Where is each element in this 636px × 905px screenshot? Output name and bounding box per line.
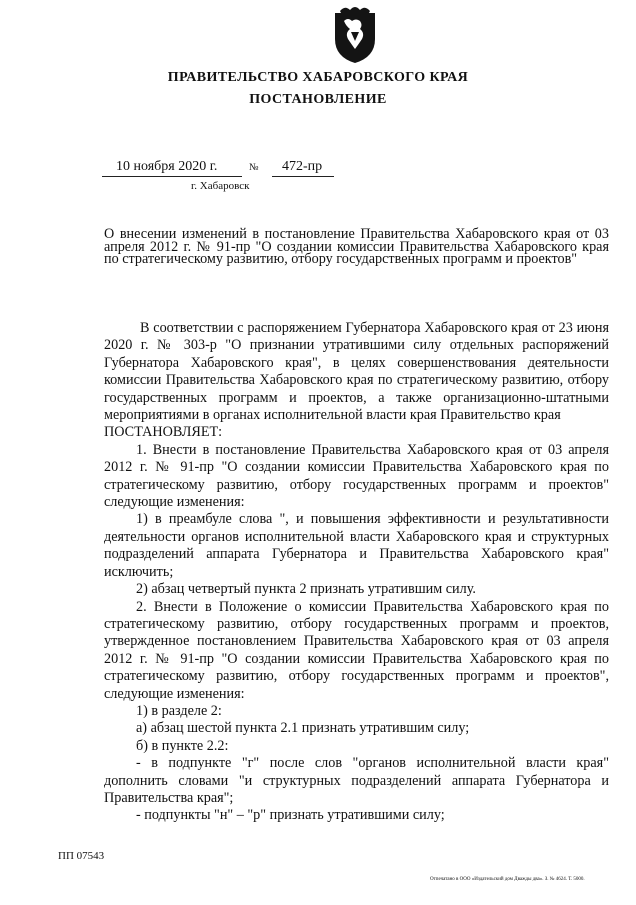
paragraph-2-item-1b-1: - в подпункте "г" после слов "органов исполнительной власти края" дополнить словами "и структурных подразделений аппарата Губернатора и Правительства края"; xyxy=(104,755,609,806)
number-sign: № xyxy=(249,162,259,173)
date-number-row xyxy=(102,159,334,179)
document-subject: О внесении изменений в постановление Правительства Хабаровского края от 03 апреля 2012 г. № 91-пр "О создании комиссии Правительства Хабаровского края по стратегическому развитию, отбору государственных программ и проектов" xyxy=(104,226,609,267)
paragraph-2-item-1: 1) в разделе 2: xyxy=(136,702,222,719)
paragraph-2: 2. Внести в Положение о комиссии Правительства Хабаровского края по стратегическому развитию, отбору государственных программ и проектов, утвержденное постановлением Правительства Хабаровского края от 03 апреля 2012 г. № 91-пр "О создании комиссии Правительства Хабаровского края по стратегическому развитию, отбору государственных программ и проектов", следующие изменения: xyxy=(104,598,609,702)
khabarovsk-coat-of-arms-icon xyxy=(330,5,380,65)
document-type-title: ПОСТАНОВЛЕНИЕ xyxy=(249,92,387,107)
paragraph-2-item-1b: б) в пункте 2.2: xyxy=(136,737,229,754)
document-body xyxy=(104,320,609,825)
preamble-paragraph: В соответствии с распоряжением Губернатора Хабаровского края от 23 июня 2020 г. № 303-р "О признании утратившими силу отдельных распоряжений Губернатора Хабаровского края", в целях совершенствования деятельности комиссии Правительства Хабаровского края по стратегическому развитию, отбору государственных программ и проектов, а также организационно-штатными мероприятиями в органах исполнительной власти края Правительство края xyxy=(104,320,609,424)
paragraph-1-item-2: 2) абзац четвертый пункта 2 признать утратившим силу. xyxy=(136,581,476,598)
government-title: ПРАВИТЕЛЬСТВО ХАБАРОВСКОГО КРАЯ xyxy=(167,70,469,85)
date-underline xyxy=(102,176,242,177)
document-city: г. Хабаровск xyxy=(191,180,250,192)
paragraph-1-item-1: 1) в преамбуле слова ", и повышения эффективности и результативности деятельности органов исполнительной власти Хабаровского края и структурных подразделений аппарата Губернатора и Правительства Хабаровского края" исключить; xyxy=(104,511,609,580)
paragraph-2-item-1b-2: - подпункты "н" – "р" признать утратившими силу; xyxy=(136,807,445,824)
paragraph-1: 1. Внести в постановление Правительства Хабаровского края от 03 апреля 2012 г. № 91-пр "О создании комиссии Правительства Хабаровского края по стратегическому развитию, отбору государственных программ и проектов" следующие изменения: xyxy=(104,441,609,511)
document-number: 472-пр xyxy=(282,159,323,174)
number-underline xyxy=(272,176,334,177)
paragraph-2-item-1a: а) абзац шестой пункта 2.1 признать утратившим силу; xyxy=(136,720,470,737)
document-date: 10 ноября 2020 г. xyxy=(116,159,218,174)
document-code: ПП 07543 xyxy=(58,850,105,862)
printer-imprint: Отпечатано в ООО «Издательский дом Дважды два». З. № 4624. Т. 5000. xyxy=(430,877,585,882)
decrees-heading: ПОСТАНОВЛЯЕТ: xyxy=(104,424,223,441)
